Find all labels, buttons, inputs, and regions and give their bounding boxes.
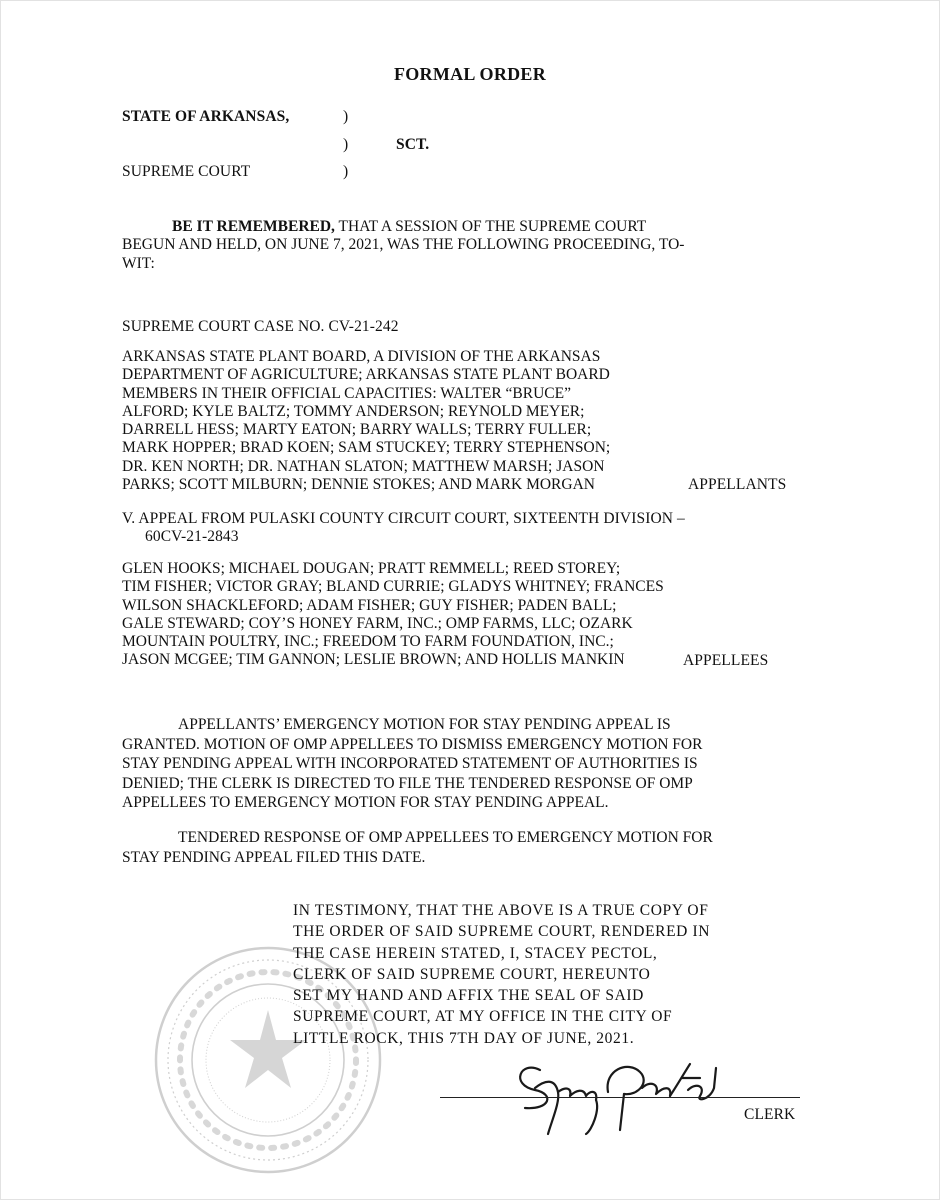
appellees-list bbox=[122, 560, 664, 670]
testimony-line: IN TESTIMONY, THAT THE ABOVE IS A TRUE COPY OF bbox=[293, 902, 709, 919]
appellees-line: WILSON SHACKLEFORD; ADAM FISHER; GUY FISHER; PADEN BALL; bbox=[122, 596, 617, 614]
venue-label: SCT. bbox=[396, 136, 430, 153]
order-line: GRANTED. MOTION OF OMP APPELLEES TO DISMISS EMERGENCY MOTION FOR bbox=[122, 735, 703, 753]
caption-paren-1: ) bbox=[343, 108, 349, 125]
testimony-line: SUPREME COURT, AT MY OFFICE IN THE CITY OF bbox=[293, 1008, 673, 1026]
remembered-lead: BE IT REMEMBERED, bbox=[172, 218, 335, 235]
caption-paren-2: ) bbox=[343, 136, 349, 153]
caption-paren-3: ) bbox=[343, 163, 349, 180]
remembered-line2: BEGUN AND HELD, ON JUNE 7, 2021, WAS THE FOLLOWING PROCEEDING, TO- bbox=[122, 236, 685, 254]
testimony-line: THE CASE HEREIN STATED, I, STACEY PECTOL, bbox=[293, 944, 658, 962]
appellees-label: APPELLEES bbox=[683, 652, 769, 669]
appellants-line: DR. KEN NORTH; DR. NATHAN SLATON; MATTHEW MARSH; JASON bbox=[122, 457, 605, 475]
order-paragraph-2 bbox=[122, 828, 713, 867]
court-label: SUPREME COURT bbox=[122, 163, 251, 180]
appellees-line: TIM FISHER; VICTOR GRAY; BLAND CURRIE; GLADYS WHITNEY; FRANCES bbox=[122, 578, 664, 596]
order-line: STAY PENDING APPEAL WITH INCORPORATED STATEMENT OF AUTHORITIES IS bbox=[122, 755, 698, 773]
remembered-line3: WIT: bbox=[122, 254, 155, 272]
clerk-label: CLERK bbox=[744, 1106, 796, 1123]
appellants-line: DEPARTMENT OF AGRICULTURE; ARKANSAS STATE PLANT BOARD bbox=[122, 366, 610, 384]
order-line: STAY PENDING APPEAL FILED THIS DATE. bbox=[122, 848, 426, 866]
remembered-paragraph bbox=[122, 218, 684, 273]
appellees-line: MOUNTAIN POULTRY, INC.; FREEDOM TO FARM FOUNDATION, INC.; bbox=[122, 633, 614, 651]
testimony-line: LITTLE ROCK, THIS 7TH DAY OF JUNE, 2021. bbox=[293, 1029, 635, 1047]
state-label: STATE OF ARKANSAS, bbox=[122, 108, 290, 125]
appeal-line-2: 60CV-21-2843 bbox=[145, 528, 239, 545]
order-line: APPELLANTS’ EMERGENCY MOTION FOR STAY PENDING APPEAL IS bbox=[178, 716, 671, 733]
appeal-line-1: V. APPEAL FROM PULASKI COUNTY CIRCUIT COURT, SIXTEENTH DIVISION – bbox=[122, 510, 685, 527]
testimony-line: CLERK OF SAID SUPREME COURT, HEREUNTO bbox=[293, 965, 651, 983]
case-number: SUPREME COURT CASE NO. CV-21-242 bbox=[122, 318, 399, 335]
appellants-line: MEMBERS IN THEIR OFFICIAL CAPACITIES: WALTER “BRUCE” bbox=[122, 384, 571, 402]
order-paragraph-1 bbox=[122, 715, 702, 813]
remembered-line1: THAT A SESSION OF THE SUPREME COURT bbox=[334, 218, 647, 235]
appellees-line: JASON MCGEE; TIM GANNON; LESLIE BROWN; AND HOLLIS MANKIN bbox=[122, 651, 625, 669]
appellants-line: DARRELL HESS; MARTY EATON; BARRY WALLS; TERRY FULLER; bbox=[122, 421, 592, 439]
order-line: TENDERED RESPONSE OF OMP APPELLEES TO EMERGENCY MOTION FOR bbox=[178, 829, 713, 846]
appellants-line: PARKS; SCOTT MILBURN; DENNIE STOKES; AND MARK MORGAN bbox=[122, 476, 595, 494]
appellants-list bbox=[122, 348, 610, 494]
appellees-line: GLEN HOOKS; MICHAEL DOUGAN; PRATT REMMELL; REED STOREY; bbox=[122, 560, 621, 577]
page-title: FORMAL ORDER bbox=[393, 64, 547, 84]
appellants-line: MARK HOPPER; BRAD KOEN; SAM STUCKEY; TERRY STEPHENSON; bbox=[122, 439, 611, 457]
appellants-label: APPELLANTS bbox=[688, 476, 787, 493]
signature-line bbox=[440, 1097, 800, 1098]
testimony-paragraph bbox=[293, 900, 710, 1049]
handwritten-signature-icon bbox=[500, 1030, 740, 1140]
testimony-line: THE ORDER OF SAID SUPREME COURT, RENDERED IN bbox=[293, 923, 711, 941]
order-line: APPELLEES TO EMERGENCY MOTION FOR STAY PENDING APPEAL. bbox=[122, 794, 609, 812]
appellees-line: GALE STEWARD; COY’S HONEY FARM, INC.; OMP FARMS, LLC; OZARK bbox=[122, 614, 633, 632]
appellants-line: ALFORD; KYLE BALTZ; TOMMY ANDERSON; REYNOLD MEYER; bbox=[122, 402, 585, 420]
appellants-line: ARKANSAS STATE PLANT BOARD, A DIVISION OF THE ARKANSAS bbox=[122, 348, 601, 365]
testimony-line: SET MY HAND AND AFFIX THE SEAL OF SAID bbox=[293, 987, 644, 1005]
order-line: DENIED; THE CLERK IS DIRECTED TO FILE THE TENDERED RESPONSE OF OMP bbox=[122, 774, 693, 792]
